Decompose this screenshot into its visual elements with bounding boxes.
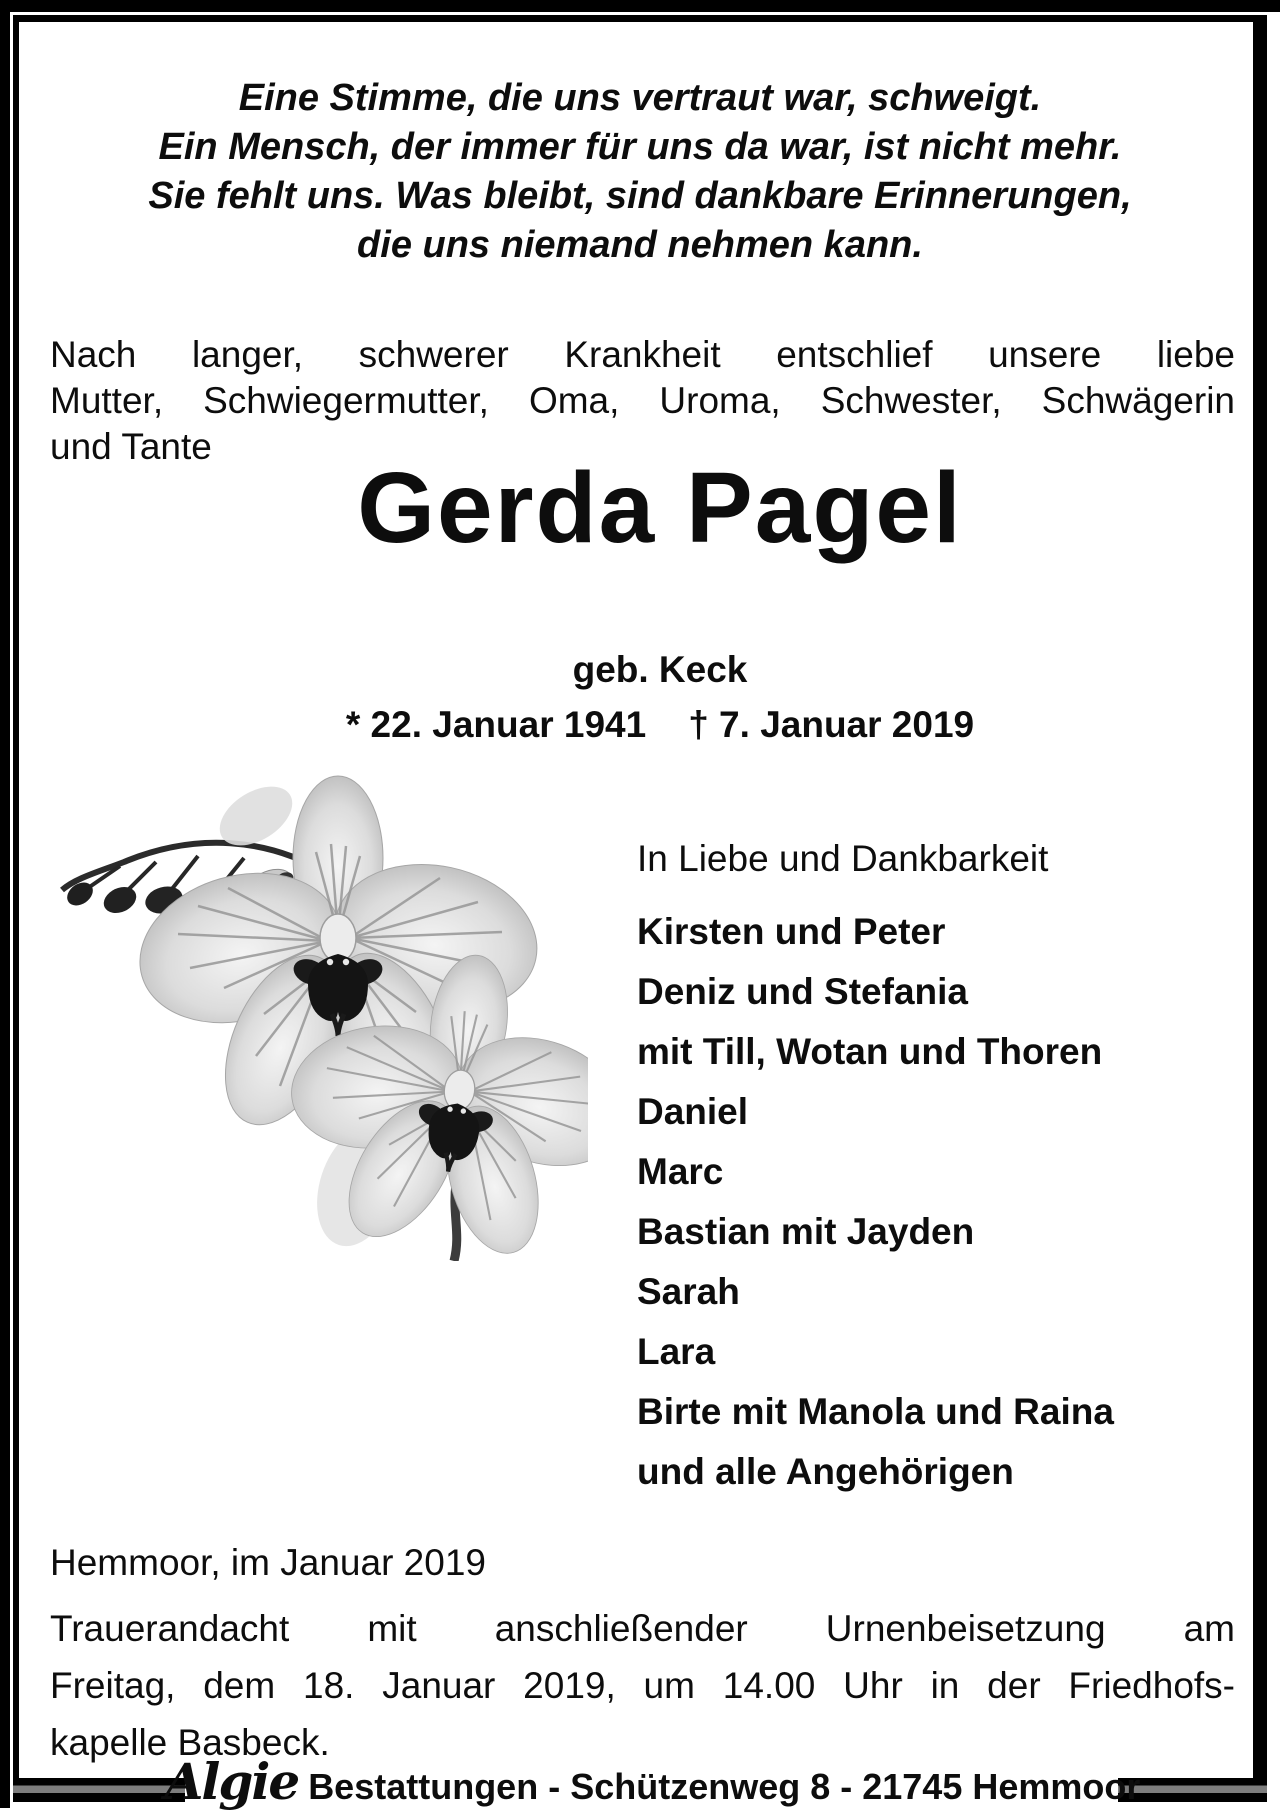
page-border-right bbox=[1253, 15, 1267, 1802]
poem-line: Ein Mensch, der immer für uns da war, ist nicht mehr. bbox=[158, 126, 1122, 168]
life-dates bbox=[40, 700, 1280, 750]
announcement-paragraph bbox=[50, 332, 1235, 470]
service-line: Freitag, dem 18. Januar 2019, um 14.00 Uhr in der Friedhofs- bbox=[50, 1665, 1235, 1706]
announcement-line: Nach langer, schwerer Krankheit entschlief unsere liebe bbox=[50, 334, 1235, 375]
maiden-name: geb. Keck bbox=[572, 649, 748, 690]
page-edge-left bbox=[0, 0, 10, 1808]
mourner-name: Deniz und Stefania bbox=[637, 971, 968, 1012]
birth-date: * 22. Januar 1941 bbox=[345, 704, 647, 745]
funeral-home-address: Bestattungen - Schützenweg 8 - 21745 Hemmoor bbox=[308, 1766, 1141, 1807]
death-date: † 7. Januar 2019 bbox=[688, 704, 975, 745]
footer-rule-left bbox=[13, 1778, 185, 1802]
poem-line: Sie fehlt uns. Was bleibt, sind dankbare Erinnerungen, bbox=[148, 175, 1132, 217]
funeral-home-footer bbox=[164, 1752, 1141, 1811]
announcement-line: und Tante bbox=[50, 426, 212, 467]
announcement-line: Mutter, Schwiegermutter, Oma, Uroma, Schwester, Schwägerin bbox=[50, 380, 1235, 421]
mourners-block bbox=[637, 830, 1197, 1502]
page-edge-top bbox=[0, 0, 1280, 12]
mourner-name: Bastian mit Jayden bbox=[637, 1211, 975, 1252]
tribute-line: In Liebe und Dankbarkeit bbox=[637, 838, 1049, 879]
mourner-name: Daniel bbox=[637, 1091, 749, 1132]
memorial-poem bbox=[0, 74, 1280, 270]
page-border-left bbox=[13, 15, 19, 1802]
service-paragraph bbox=[50, 1600, 1235, 1771]
poem-line: Eine Stimme, die uns vertraut war, schweigt. bbox=[238, 77, 1042, 119]
page-border-top bbox=[13, 15, 1267, 22]
mourner-name: mit Till, Wotan und Thoren bbox=[637, 1031, 1103, 1072]
poem-line: die uns niemand nehmen kann. bbox=[357, 224, 923, 266]
mourner-name: Birte mit Manola und Raina bbox=[637, 1391, 1114, 1432]
mourner-name: Kirsten und Peter bbox=[637, 911, 946, 952]
mourner-name: Sarah bbox=[637, 1271, 740, 1312]
deceased-name: Gerda Pagel bbox=[357, 452, 963, 564]
service-line: kapelle Basbeck. bbox=[50, 1722, 330, 1763]
orchid-flower-image bbox=[28, 756, 588, 1261]
place-date-line: Hemmoor, im Januar 2019 bbox=[50, 1542, 486, 1583]
mourner-name: Lara bbox=[637, 1331, 716, 1372]
funeral-home-logo: Algie bbox=[164, 1752, 299, 1811]
service-line: Trauerandacht mit anschließender Urnenbeisetzung am bbox=[50, 1608, 1235, 1649]
mourner-name: und alle Angehörigen bbox=[637, 1451, 1014, 1492]
mourner-name: Marc bbox=[637, 1151, 724, 1192]
